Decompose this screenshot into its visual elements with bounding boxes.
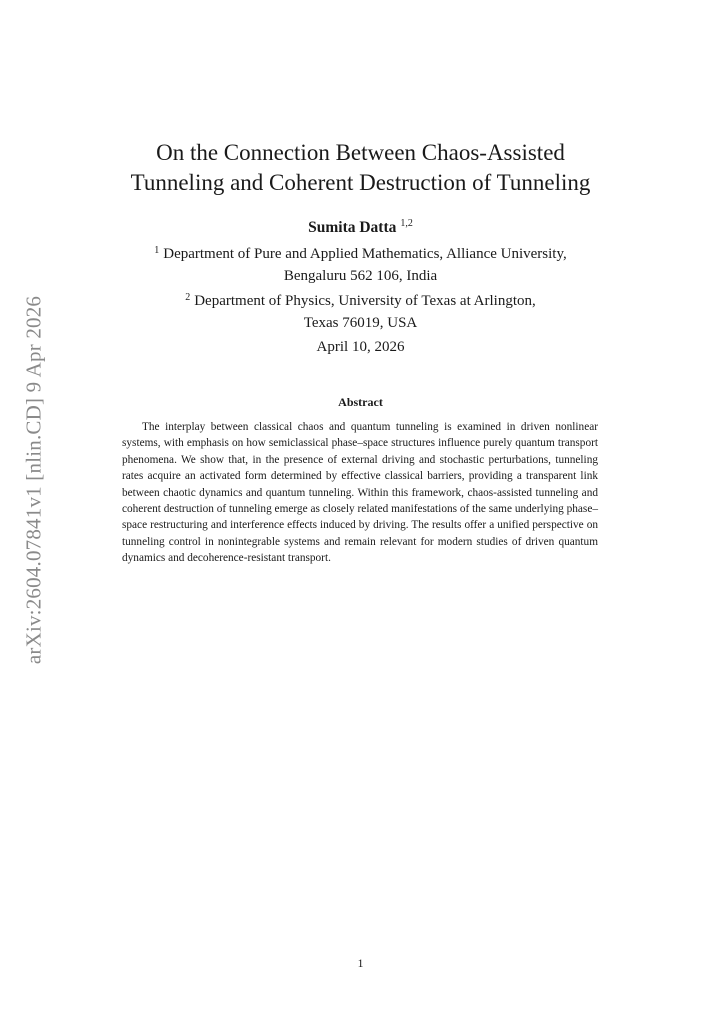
author-affiliation-marks: 1,2 [400,218,413,229]
paper-title [0,138,721,198]
title-line: Tunneling and Coherent Destruction of Tunneling [130,170,591,195]
abstract-text: The interplay between classical chaos and quantum tunneling is examined in driven nonlinear systems, with emphasis on how semiclassical phase–space structures influence purely quantum transport phenomena. We show that, in the presence of external driving and stochastic perturbations, tunneling rates acquire an activated form determined by effective classical barriers, providing a transparent link between chaotic dynamics and quantum tunneling. Within this framework, chaos-assisted tunneling and coherent destruction of tunneling emerge as closely related manifestations of the same underlying phase–space restructuring and interference effects induced by driving. The results offer a unified perspective on tunneling control in nonintegrable systems and remain relevant for modern studies of driven quantum dynamics and decoherence-resistant transport. [122,421,598,565]
affiliation-2-line-1: $^2$ Department of Physics, University of Texas at Arlington, [185,292,536,309]
affiliation-mark: 2 [185,292,191,303]
affiliations [0,240,721,334]
title-line: On the Connection Between Chaos-Assisted [156,140,565,165]
author-line [0,218,721,237]
affiliation-mark: 1 [154,245,160,256]
author-name: Sumita Datta [308,219,397,236]
publication-date: April 10, 2026 [316,339,405,355]
affiliation-1-line-1: $^1$ Department of Pure and Applied Mathematics, Alliance University, [154,245,567,262]
arxiv-identifier: arXiv:2604.07841v1 [nlin.CD] 9 Apr 2026 [21,295,46,665]
affiliation-2-line-2: Texas 76019, USA [303,314,418,331]
affiliation-1-line-2: Bengaluru 562 106, India [283,267,438,284]
page-number: 1 [357,956,364,970]
abstract-heading: Abstract [338,395,383,409]
